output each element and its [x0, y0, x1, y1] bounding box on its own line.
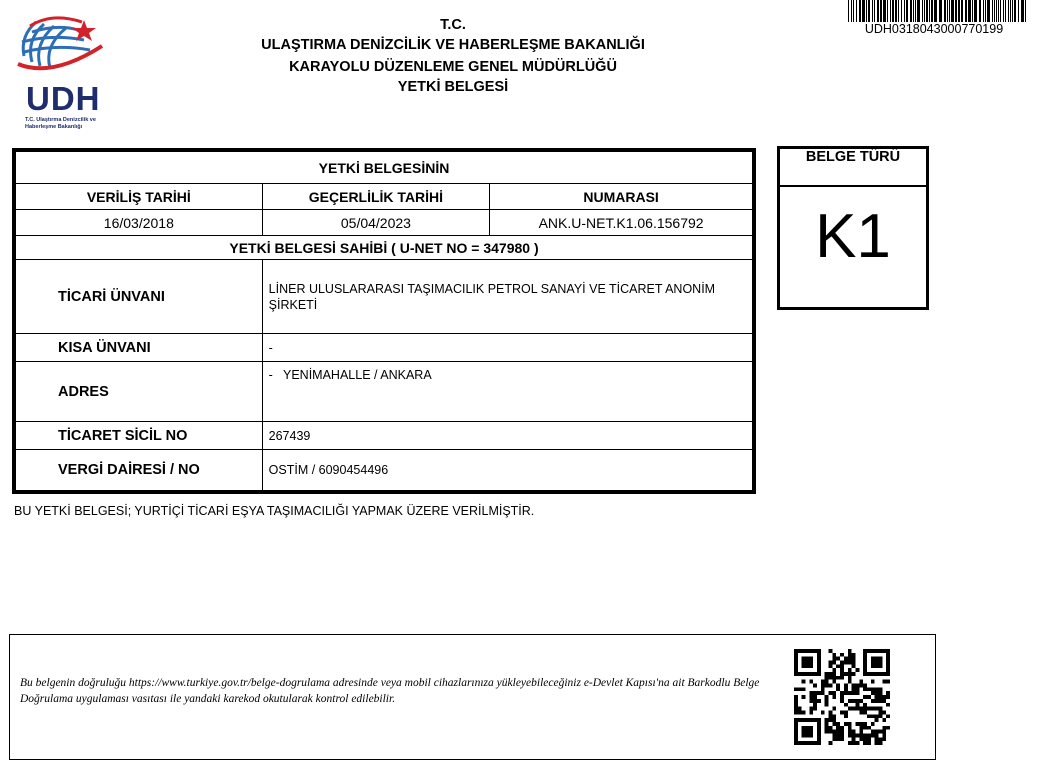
- verification-box: [9, 634, 936, 760]
- logo-text: UDH: [26, 80, 101, 117]
- section-title: YETKİ BELGESİNİN: [16, 152, 753, 184]
- barcode-icon: [848, 0, 1028, 22]
- barcode-number: UDH0318043000770199: [864, 22, 1004, 36]
- trade-name-value: LİNER ULUSLARARASI TAŞIMACILIK PETROL SANAYİ VE TİCARET ANONİM ŞİRKETİ: [262, 260, 752, 334]
- short-name-value: -: [262, 334, 752, 362]
- document-type-value: K1: [815, 202, 891, 271]
- trade-registry-label: TİCARET SİCİL NO: [16, 422, 263, 450]
- header-doc-title: YETKİ BELGESİ: [397, 79, 509, 95]
- valid-date: 05/04/2023: [262, 210, 490, 236]
- document-type-title: BELGE TÜRÜ: [780, 149, 926, 187]
- logo-subtitle: T.C. Ulaştırma Denizcilik ve Haberleşme Bakanlığı: [25, 117, 96, 130]
- header-tc: T.C.: [440, 17, 466, 33]
- header-directorate: KARAYOLU DÜZENLEME GENEL MÜDÜRLÜĞÜ: [289, 59, 617, 75]
- verification-text: Bu belgenin doğruluğu https://www.turkiye.gov.tr/belge-dogrulama adresinde veya mobil cihazlarınıza yükleyebileceğiniz e-Devlet Kapısı'na ait Barkodlu Belge Doğrulama uygulaması vasıtası ile yandaki karekod okutularak kontrol edilebilir.: [20, 677, 760, 705]
- trade-registry-value: 267439: [262, 422, 752, 450]
- certificate-number: ANK.U-NET.K1.06.156792: [490, 210, 753, 236]
- authorization-statement: BU YETKİ BELGESİ; YURTİÇİ TİCARİ EŞYA TAŞIMACILIĞI YAPMAK ÜZERE VERİLMİŞTİR.: [14, 504, 535, 518]
- certificate-table: [12, 148, 756, 494]
- tax-office-value: OSTİM / 6090454496: [262, 450, 752, 491]
- address-value: - YENİMAHALLE / ANKARA: [262, 362, 752, 422]
- trade-name-label: TİCARİ ÜNVANI: [16, 260, 263, 334]
- number-header: NUMARASI: [490, 184, 753, 210]
- valid-date-header: GEÇERLİLİK TARİHİ: [262, 184, 490, 210]
- document-type-box: [777, 146, 929, 310]
- header-ministry: ULAŞTIRMA DENİZCİLİK VE HABERLEŞME BAKANLIĞI: [261, 37, 645, 53]
- qr-code-icon[interactable]: [794, 649, 890, 745]
- address-label: ADRES: [16, 362, 263, 422]
- issue-date: 16/03/2018: [16, 210, 263, 236]
- tax-office-label: VERGİ DAİRESİ / NO: [16, 450, 263, 491]
- short-name-label: KISA ÜNVANI: [16, 334, 263, 362]
- issue-date-header: VERİLİŞ TARİHİ: [16, 184, 263, 210]
- holder-title: YETKİ BELGESİ SAHİBİ ( U-NET NO = 347980 ): [16, 236, 753, 260]
